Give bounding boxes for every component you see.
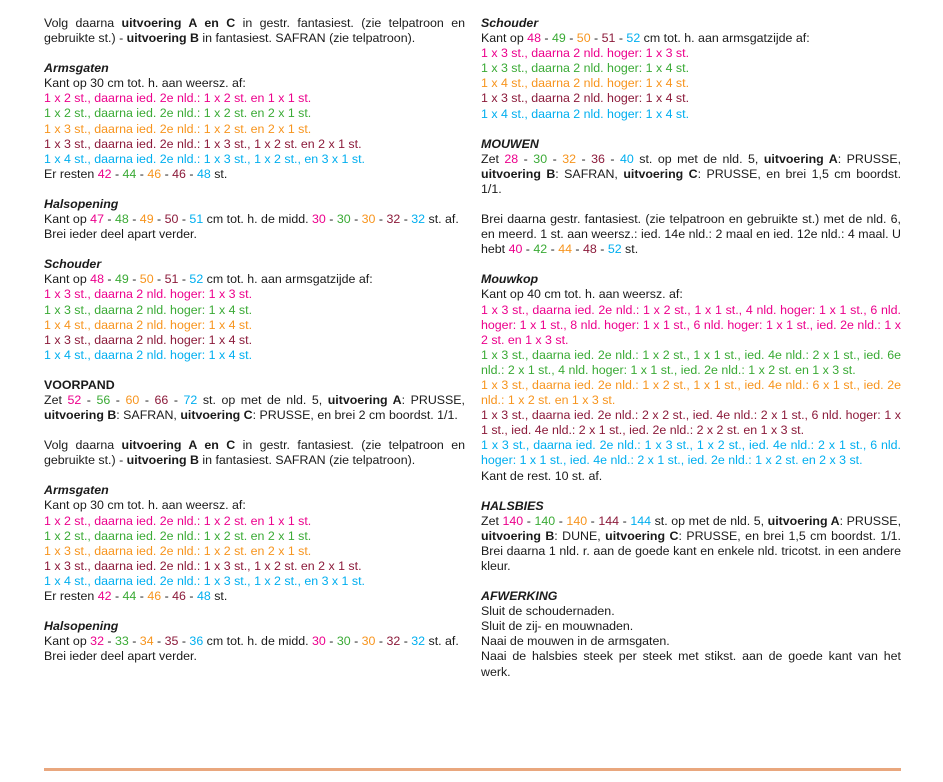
text-run: Brei daarna gestr. fantasiest. (zie telpatroon en gebruikte st.) met de nld. 6, en meerd. 1 st. aan weersz.: ied. 14e nld.: 2 maal en ied. 12e nld.: 4 maal. U hebt: [481, 212, 901, 257]
text-line: [44, 122, 465, 137]
variant-text: 32: [90, 634, 104, 649]
variant-text: 51: [601, 31, 616, 46]
variant-text: 30: [312, 212, 326, 227]
variant-text: 32: [411, 212, 426, 227]
left-section-armsgaten: [44, 61, 465, 182]
text-line: [481, 348, 901, 378]
variant-text: 47: [90, 212, 104, 227]
text-run: -: [128, 272, 140, 287]
variant-text: 32: [411, 634, 426, 649]
text-line: [481, 469, 901, 484]
text-run: -: [565, 31, 577, 46]
variant-text: 1 x 3 st., daarna ied. 2e nld.: 1 x 3 st., 1 x 2 st. en 2 x 1 st.: [44, 558, 362, 573]
variant-text: 1 x 3 st., daarna ied. 2e nld.: 1 x 2 st., 1 x 1 st., 4 nld. hoger: 1 x 1 st., 6 nld. hoger: 1 x 1 st., 8 nld. hoger: 1 x 1 st., 6 nld. hoger: 1 x 1 st., ied. 2e nld.: 1 x 2 st. en 1 x 3 st.: [481, 302, 901, 347]
text-run: Volg daarna: [44, 16, 122, 30]
right-section-schouder: [481, 16, 901, 122]
variant-text: 32: [386, 634, 401, 649]
variant-text: 1 x 3 st., daarna 2 nld. hoger: 1 x 4 st.: [44, 302, 253, 317]
text-run: -: [523, 513, 535, 528]
text-run: uitvoering B: [126, 453, 199, 468]
left-section-armsgaten: [44, 483, 465, 604]
text-line: [44, 106, 465, 121]
variant-text: 66: [154, 392, 169, 407]
section-heading: AFWERKING: [481, 589, 558, 604]
variant-text: 1 x 2 st., daarna ied. 2e nld.: 1 x 2 st. en 1 x 1 st.: [44, 91, 312, 106]
variant-text: 33: [114, 634, 129, 649]
variant-text: 30: [312, 634, 326, 649]
text-run: : SAFRAN,: [116, 408, 181, 423]
text-run: -: [400, 634, 412, 649]
variant-text: 36: [591, 151, 605, 166]
variant-text: 1 x 4 st., daarna 2 nld. hoger: 1 x 4 st.: [481, 106, 690, 121]
variant-text: 1 x 4 st., daarna 2 nld. hoger: 1 x 4 st.: [44, 317, 253, 332]
variant-text: 48: [583, 242, 597, 257]
text-line: [44, 137, 465, 152]
text-run: : PRUSSE,: [401, 392, 466, 407]
text-run: cm tot. h. aan armsgatzijde af:: [640, 31, 810, 46]
text-run: -: [128, 212, 140, 227]
variant-text: 49: [551, 31, 566, 46]
text-run: -: [615, 31, 627, 46]
text-run: -: [161, 166, 173, 181]
section-heading: VOORPAND: [44, 377, 115, 392]
text-run: Er resten: [44, 589, 98, 603]
text-line: [44, 167, 465, 182]
text-run: Kant op 30 cm tot. h. aan weersz. af:: [44, 76, 246, 91]
variant-text: 42: [533, 242, 548, 257]
text-run: Kant op: [481, 31, 528, 46]
section-heading: Schouder: [481, 16, 539, 30]
text-line: [481, 378, 901, 408]
variant-text: 1 x 4 st., daarna ied. 2e nld.: 1 x 3 st., 1 x 2 st., en 3 x 1 st.: [44, 573, 365, 588]
text-run: st.: [210, 589, 228, 603]
variant-text: 40: [620, 151, 634, 166]
text-run: -: [81, 392, 97, 407]
section-heading: Halsopening: [44, 196, 119, 211]
text-run: Sluit de schoudernaden.: [481, 604, 615, 619]
text-run: cm tot. h. de midd.: [203, 634, 313, 649]
text-run: -: [178, 634, 190, 649]
text-run: uitvoering B: [481, 528, 555, 543]
text-run: : DUNE,: [554, 528, 606, 543]
variant-text: 51: [164, 272, 179, 287]
text-run: uitvoering A: [327, 392, 402, 407]
text-run: Zet: [44, 392, 68, 407]
variant-text: 1 x 2 st., daarna ied. 2e nld.: 1 x 2 st. en 2 x 1 st.: [44, 528, 312, 543]
section-heading: Schouder: [44, 257, 102, 272]
section-heading: Armsgaten: [44, 483, 109, 498]
text-line: [44, 318, 465, 333]
variant-text: 30: [361, 634, 376, 649]
text-line: [481, 408, 901, 438]
text-line: [44, 152, 465, 167]
variant-text: 42: [97, 589, 112, 603]
variant-text: 60: [125, 392, 140, 407]
text-run: Kant op: [44, 212, 91, 227]
text-run: Kant op 40 cm tot. h. aan weersz. af:: [481, 287, 683, 302]
variant-text: 1 x 2 st., daarna ied. 2e nld.: 1 x 2 st. en 1 x 1 st.: [44, 513, 312, 528]
variant-text: 36: [189, 634, 204, 649]
text-run: -: [576, 151, 592, 166]
text-run: -: [587, 513, 599, 528]
text-run: : PRUSSE, en brei 2 cm boordst. 1/1.: [252, 408, 458, 423]
variant-text: 1 x 3 st., daarna 2 nld. hoger: 1 x 4 st.: [44, 332, 253, 347]
left-section-halsopening: [44, 619, 465, 664]
variant-text: 32: [562, 151, 576, 166]
variant-text: 44: [122, 166, 137, 181]
text-run: Er resten: [44, 166, 98, 181]
section-heading: Halsopening: [44, 619, 119, 634]
variant-text: 52: [607, 242, 622, 257]
variant-text: 1 x 3 st., daarna ied. 2e nld.: 1 x 2 st., 1 x 1 st., ied. 4e nld.: 6 x 1 st., ied. 2e nld.: 1 x 2 st. en 1 x 3 st.: [481, 377, 901, 408]
text-line: [44, 529, 465, 544]
text-line: [44, 333, 465, 348]
variant-text: 1 x 3 st., daarna 2 nld. hoger: 1 x 3 st.: [481, 46, 690, 61]
text-run: st. op met de nld. 5,: [651, 513, 768, 528]
text-run: -: [555, 513, 567, 528]
left-section-intro: [44, 16, 465, 46]
variant-text: 1 x 3 st., daarna ied. 2e nld.: 1 x 3 st., 1 x 2 st. en 2 x 1 st.: [44, 136, 362, 151]
variant-text: 50: [576, 31, 591, 46]
text-line: [481, 438, 901, 468]
text-run: -: [540, 31, 552, 46]
left-section-intro: [44, 438, 465, 468]
text-run: Sluit de zij- en mouwnaden.: [481, 619, 634, 634]
text-run: -: [168, 392, 184, 407]
text-line: [44, 16, 465, 46]
text-run: : SAFRAN,: [555, 166, 624, 181]
text-run: in gestr. fantasiest. (zie telpatroon en gebruikte st.) -: [44, 16, 465, 46]
variant-text: 46: [147, 589, 162, 603]
text-run: Zet: [481, 513, 503, 528]
text-run: uitvoering A en C: [121, 438, 236, 453]
text-line: [44, 634, 465, 649]
left-section-halsopening: [44, 197, 465, 242]
variant-text: 1 x 3 st., daarna 2 nld. hoger: 1 x 4 st.: [481, 61, 690, 76]
variant-text: 46: [147, 166, 162, 181]
text-line: [44, 348, 465, 363]
variant-text: 144: [630, 513, 652, 528]
text-line: [481, 303, 901, 348]
text-line: [44, 76, 465, 91]
footer-rule: [44, 768, 901, 771]
text-line: [481, 61, 901, 76]
variant-text: 48: [196, 166, 211, 181]
variant-text: 1 x 4 st., daarna 2 nld. hoger: 1 x 4 st.: [44, 347, 253, 362]
text-line: [481, 152, 901, 197]
section-heading: Mouwkop: [481, 272, 539, 287]
variant-text: 40: [508, 242, 523, 257]
text-run: : PRUSSE,: [837, 151, 902, 166]
text-run: -: [136, 589, 148, 603]
text-run: -: [185, 589, 197, 603]
text-line: [44, 393, 465, 423]
right-column: [481, 16, 901, 695]
variant-text: 28: [504, 151, 519, 166]
text-line: [44, 91, 465, 106]
text-line: [481, 649, 901, 679]
text-run: uitvoering B: [481, 166, 556, 181]
text-run: in gestr. fantasiest. (zie telpatroon en gebruikte st.) -: [44, 438, 465, 468]
text-line: [481, 107, 901, 122]
text-run: -: [375, 634, 387, 649]
text-line: [481, 287, 901, 302]
variant-text: 72: [183, 392, 198, 407]
text-run: Brei ieder deel apart verder.: [44, 227, 197, 242]
variant-text: 50: [164, 212, 179, 227]
variant-text: 32: [386, 212, 401, 227]
variant-text: 44: [122, 589, 137, 603]
text-run: -: [103, 634, 115, 649]
text-line: [44, 212, 465, 227]
text-run: -: [103, 272, 115, 287]
section-heading: Armsgaten: [44, 61, 109, 76]
left-section-schouder: [44, 257, 465, 363]
text-run: Volg daarna: [44, 438, 122, 453]
text-run: -: [604, 151, 621, 166]
text-run: -: [350, 634, 362, 649]
text-run: -: [153, 272, 165, 287]
variant-text: 48: [196, 589, 211, 603]
text-run: -: [111, 589, 123, 603]
right-section-mouwkop: [481, 272, 901, 483]
text-run: Kant op: [44, 634, 91, 649]
text-line: [481, 514, 901, 574]
text-run: uitvoering A: [763, 151, 838, 166]
text-run: in fantasiest. SAFRAN (zie telpatroon).: [198, 453, 416, 468]
text-line: [481, 619, 901, 634]
variant-text: 30: [336, 212, 351, 227]
text-line: [44, 272, 465, 287]
variant-text: 42: [97, 166, 112, 181]
text-run: uitvoering C: [623, 166, 698, 181]
variant-text: 46: [172, 589, 186, 603]
text-line: [481, 634, 901, 649]
text-line: [481, 604, 901, 619]
left-column: [44, 16, 465, 679]
text-run: Naai de mouwen in de armsgaten.: [481, 634, 670, 649]
variant-text: 1 x 4 st., daarna 2 nld. hoger: 1 x 4 st.: [481, 76, 690, 91]
text-run: -: [153, 212, 165, 227]
variant-text: 140: [566, 513, 588, 528]
text-line: [44, 574, 465, 589]
text-line: [44, 649, 465, 664]
variant-text: 1 x 3 st., daarna 2 nld. hoger: 1 x 4 st.: [481, 91, 690, 106]
variant-text: 1 x 3 st., daarna ied. 2e nld.: 2 x 2 st., ied. 4e nld.: 2 x 1 st., 6 nld. hoger: 1 x 1 st., ied. 4e nld.: 2 x 1 st., ied. 2e nld.: 2 x 2 st. en 1 x 3 st.: [481, 408, 901, 438]
variant-text: 56: [96, 392, 111, 407]
text-run: -: [590, 31, 602, 46]
variant-text: 49: [114, 272, 129, 287]
text-run: Zet: [481, 151, 505, 166]
text-run: : PRUSSE, en brei 1,5 cm boordst. 1/1.: [481, 166, 902, 196]
text-run: uitvoering A en C: [121, 16, 236, 30]
text-run: cm tot. h. de midd.: [203, 212, 313, 227]
text-line: [44, 287, 465, 302]
text-run: -: [178, 212, 190, 227]
variant-text: 48: [114, 212, 129, 227]
text-run: -: [178, 272, 190, 287]
text-run: -: [619, 513, 631, 528]
text-run: st.: [621, 242, 639, 257]
text-run: -: [161, 589, 173, 603]
variant-text: 48: [90, 272, 104, 287]
section-heading: HALSBIES: [481, 498, 544, 513]
text-run: st.: [210, 166, 228, 181]
variant-text: 52: [626, 31, 641, 46]
text-run: Naai de halsbies steek per steek met stikst. aan de goede kant van het werk.: [481, 649, 901, 679]
right-section-intro: [481, 212, 901, 257]
text-run: : PRUSSE,: [839, 513, 902, 528]
variant-text: 1 x 3 st., daarna ied. 2e nld.: 1 x 2 st. en 2 x 1 st.: [44, 121, 312, 136]
variant-text: 34: [139, 634, 154, 649]
text-run: Kant op: [44, 272, 91, 287]
text-run: -: [400, 212, 412, 227]
text-run: -: [139, 392, 155, 407]
variant-text: 1 x 3 st., daarna ied. 2e nld.: 1 x 2 st. en 2 x 1 st.: [44, 543, 312, 558]
right-section-afwerking: [481, 589, 901, 680]
text-line: [44, 559, 465, 574]
text-run: in fantasiest. SAFRAN (zie telpatroon).: [198, 31, 416, 46]
variant-text: 52: [189, 272, 204, 287]
text-run: -: [547, 151, 563, 166]
right-section-halsbies: [481, 499, 901, 574]
variant-text: 30: [361, 212, 376, 227]
variant-text: 49: [139, 212, 154, 227]
variant-text: 1 x 4 st., daarna ied. 2e nld.: 1 x 3 st., 1 x 2 st., en 3 x 1 st.: [44, 151, 365, 166]
variant-text: 50: [139, 272, 154, 287]
text-run: Brei ieder deel apart verder.: [44, 649, 197, 664]
text-run: st. af.: [425, 212, 459, 227]
text-run: -: [325, 634, 337, 649]
variant-text: 48: [527, 31, 541, 46]
text-run: -: [103, 212, 115, 227]
text-run: -: [547, 242, 559, 257]
variant-text: 44: [558, 242, 572, 257]
text-line: [44, 498, 465, 513]
text-line: [481, 31, 901, 46]
text-run: cm tot. h. aan armsgatzijde af:: [203, 272, 373, 287]
variant-text: 30: [533, 151, 548, 166]
text-run: -: [571, 242, 583, 257]
text-run: -: [350, 212, 362, 227]
text-run: -: [325, 212, 337, 227]
text-line: [44, 589, 465, 604]
variant-text: 140: [502, 513, 524, 528]
variant-text: 51: [189, 212, 204, 227]
text-run: uitvoering B: [126, 31, 199, 46]
variant-text: 1 x 2 st., daarna ied. 2e nld.: 1 x 2 st. en 2 x 1 st.: [44, 106, 312, 121]
right-section-mouwen: [481, 137, 901, 197]
text-run: -: [375, 212, 387, 227]
text-run: uitvoering C: [605, 528, 679, 543]
variant-text: 1 x 3 st., daarna ied. 2e nld.: 1 x 3 st., 1 x 2 st., ied. 4e nld.: 2 x 1 st., 6 nld. hoger: 1 x 1 st., ied. 4e nld.: 2 x 1 st., ied. 2e nld.: 1 x 2 st. en 2 x 3 st.: [481, 438, 901, 468]
text-run: -: [522, 242, 534, 257]
text-line: [481, 76, 901, 91]
text-line: [44, 544, 465, 559]
text-line: [44, 227, 465, 242]
section-heading: MOUWEN: [481, 136, 539, 151]
variant-text: 52: [67, 392, 82, 407]
text-run: Kant op 30 cm tot. h. aan weersz. af:: [44, 498, 246, 513]
variant-text: 140: [534, 513, 556, 528]
variant-text: 30: [336, 634, 351, 649]
text-run: -: [596, 242, 608, 257]
text-run: -: [136, 166, 148, 181]
text-run: Kant de rest. 10 st. af.: [481, 468, 603, 483]
text-run: -: [153, 634, 165, 649]
text-run: st. op met de nld. 5,: [633, 151, 764, 166]
text-run: : PRUSSE, en brei 1,5 cm boordst. 1/1. Brei daarna 1 nld. r. aan de goede kant en enkele nld. tricotst. in een andere kleur.: [481, 528, 902, 573]
text-run: -: [110, 392, 126, 407]
variant-text: 46: [172, 166, 186, 181]
left-section-voorpand: [44, 378, 465, 423]
text-run: -: [111, 166, 123, 181]
text-run: -: [128, 634, 140, 649]
text-line: [481, 46, 901, 61]
text-line: [44, 514, 465, 529]
text-run: uitvoering C: [180, 408, 253, 423]
text-line: [44, 303, 465, 318]
text-run: st. af.: [425, 634, 459, 649]
text-run: -: [518, 151, 534, 166]
text-run: uitvoering B: [44, 408, 117, 423]
text-run: uitvoering A: [767, 513, 840, 528]
text-run: -: [185, 166, 197, 181]
text-run: st. op met de nld. 5,: [197, 392, 328, 407]
text-line: [481, 212, 901, 257]
variant-text: 1 x 3 st., daarna ied. 2e nld.: 1 x 2 st., 1 x 1 st., ied. 4e nld.: 2 x 1 st., ied. 6e nld.: 2 x 1 st., 4 nld. hoger: 1 x 1 st., ied. 2e nld.: 1 x 2 st. en 1 x 3 st.: [481, 347, 901, 377]
variant-text: 1 x 3 st., daarna 2 nld. hoger: 1 x 3 st.: [44, 287, 253, 302]
text-line: [44, 438, 465, 468]
variant-text: 35: [164, 634, 179, 649]
text-line: [481, 91, 901, 106]
variant-text: 144: [598, 513, 620, 528]
